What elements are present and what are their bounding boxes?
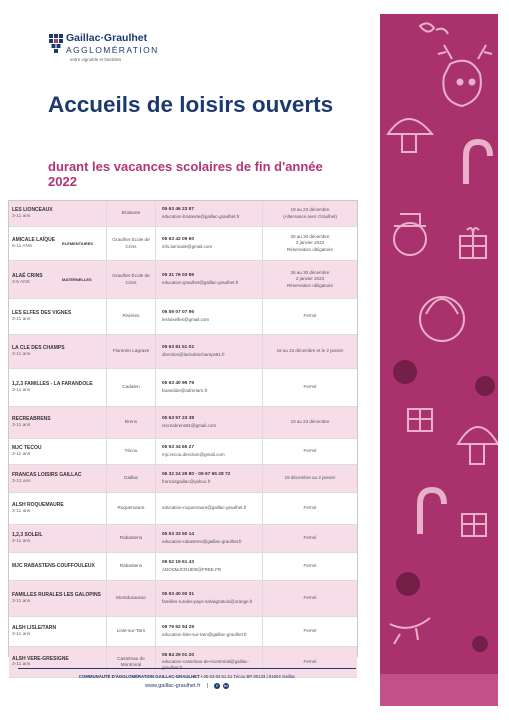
center-date-line: 19 décembre au 2 janvier bbox=[284, 475, 336, 481]
center-dates-cell bbox=[262, 335, 357, 368]
center-date-line: Fermé bbox=[303, 658, 317, 664]
center-phone: 05 63 42 09 60 bbox=[162, 237, 195, 243]
center-city: Rabastens bbox=[106, 553, 156, 580]
center-date-line: 26 au 30 décembre bbox=[290, 270, 330, 276]
footer-web: www.gaillac-graulhet.fr | f in bbox=[145, 683, 228, 689]
center-name: ALSH LISLE/TARN bbox=[12, 625, 57, 632]
center-email-link[interactable]: education-rabastens@gaillac-graulhet.fr bbox=[162, 538, 242, 544]
center-name: LES LIONCEAUX bbox=[12, 207, 53, 214]
christmas-decoration-panel bbox=[380, 14, 498, 706]
footer-contact: • 05 63 83 61 61 Técou BP 80133 | 81604 Gaillac bbox=[199, 674, 296, 679]
table-row bbox=[9, 335, 357, 369]
center-contact-cell bbox=[162, 335, 262, 368]
center-email-link[interactable]: education-briatexte@gaillac-graulhet.fr bbox=[162, 213, 240, 219]
center-city: Briatexte bbox=[106, 201, 156, 226]
table-row bbox=[9, 617, 357, 647]
center-contact-cell bbox=[162, 439, 262, 464]
center-name: MJC RABASTENS-COUFFOULEUX bbox=[12, 563, 95, 570]
center-city: Florentin Lagrave bbox=[106, 335, 156, 368]
center-phone: 05 63 33 50 14 bbox=[162, 532, 195, 538]
center-email-link[interactable]: direction@lacledeschamps81.fr bbox=[162, 351, 225, 357]
center-dates-cell bbox=[262, 201, 357, 226]
footer-website-link[interactable]: www.gaillac-graulhet.fr bbox=[145, 683, 201, 689]
centers-table bbox=[8, 200, 358, 667]
center-age: 3-5 ANS bbox=[12, 279, 30, 285]
center-age: 3-11 ans bbox=[12, 422, 31, 428]
center-dates-cell bbox=[262, 369, 357, 406]
agglomeration-logo bbox=[48, 30, 178, 70]
table-row bbox=[9, 369, 357, 407]
center-date-line: 19 au 23 décembre et le 2 janvier bbox=[276, 348, 344, 354]
center-phone: 05 63 40 00 31 bbox=[162, 592, 195, 598]
center-phone: 06 79 62 94 29 bbox=[162, 625, 195, 631]
center-email-link[interactable]: education-graulhet@gaillac-graulhet.fr bbox=[162, 279, 239, 285]
center-name: ALAÉ CRINS bbox=[12, 273, 43, 280]
center-name: RECREABRENS bbox=[12, 416, 51, 423]
table-row bbox=[9, 201, 357, 227]
center-dates-cell bbox=[262, 299, 357, 334]
center-name-cell bbox=[12, 439, 106, 464]
center-phone: 05 63 34 65 27 bbox=[162, 445, 195, 451]
center-dates-cell bbox=[262, 617, 357, 646]
center-city: Montdurausse bbox=[106, 581, 156, 616]
center-name-cell bbox=[12, 617, 106, 646]
center-date-line: Fermé bbox=[303, 313, 317, 319]
linkedin-icon[interactable]: in bbox=[224, 683, 228, 688]
table-row bbox=[9, 299, 357, 335]
center-phone: 06 84 29 01 20 bbox=[162, 652, 195, 658]
center-level: ELEMENTAIRES bbox=[62, 241, 94, 246]
center-email-link[interactable]: education-roquemaure@gaillac-graulhet.fr bbox=[162, 505, 247, 511]
center-name: 1,2,3 FAMILLES - LA FARANDOLE bbox=[12, 381, 93, 388]
center-dates-cell bbox=[262, 227, 357, 260]
center-phone: 06 32 24 29 80 - 09 67 65 28 72 bbox=[162, 472, 231, 478]
center-name-cell bbox=[12, 299, 106, 334]
logo-tagline: entre vignoble et bastides bbox=[70, 57, 122, 62]
center-email-link[interactable]: francasgaillac@yahoo.fr bbox=[162, 478, 211, 484]
center-date-line: Fermé bbox=[303, 448, 317, 454]
center-contact-cell bbox=[162, 227, 262, 260]
center-dates-cell bbox=[262, 439, 357, 464]
logo-name: Gaillac·Graulhet bbox=[66, 32, 148, 44]
center-date-line: 19 au 23 décembre bbox=[290, 207, 330, 213]
center-city: Cadalen bbox=[106, 369, 156, 406]
center-name: LA CLE DES CHAMPS bbox=[12, 345, 65, 352]
center-dates-cell bbox=[262, 261, 357, 298]
center-contact-cell bbox=[162, 525, 262, 552]
logo-sub: AGGLOMÉRATION bbox=[66, 45, 159, 55]
center-city: Brens bbox=[106, 407, 156, 438]
center-dates-cell bbox=[262, 581, 357, 616]
center-age: 3-11 ans bbox=[12, 538, 31, 544]
center-date-line: Fermé bbox=[303, 505, 317, 511]
center-name-cell bbox=[12, 581, 106, 616]
center-contact-cell bbox=[162, 261, 262, 298]
center-name-cell bbox=[12, 553, 106, 580]
center-date-line: Fermé bbox=[303, 563, 317, 569]
center-name-cell bbox=[12, 407, 106, 438]
center-phone: 05 63 81 51 02 bbox=[162, 345, 195, 351]
center-level: MATERNELLES bbox=[62, 277, 92, 282]
page-subtitle: durant les vacances scolaires de fin d'année 2022 bbox=[48, 159, 323, 189]
table-row bbox=[9, 407, 357, 439]
center-age: 3-11 ans bbox=[12, 351, 31, 357]
center-date-line: 2 janvier 2023 bbox=[295, 276, 325, 282]
center-date-line: Réservation obligatoire bbox=[286, 246, 334, 252]
center-phone: 05 63 57 23 38 bbox=[162, 416, 195, 422]
center-contact-cell bbox=[162, 299, 262, 334]
center-dates-cell bbox=[262, 493, 357, 524]
center-name-cell bbox=[12, 647, 106, 677]
table-row bbox=[9, 581, 357, 617]
center-email-link[interactable]: mjc.tecou.direction@gmail.com bbox=[162, 451, 225, 457]
table-row bbox=[9, 493, 357, 525]
center-date-line: Fermé bbox=[303, 628, 317, 634]
center-phone: 05 63 46 23 87 bbox=[162, 207, 195, 213]
center-age: 3-11 ans bbox=[12, 213, 31, 219]
center-date-line: (Alternance avec Graulhet) bbox=[283, 213, 337, 219]
center-name-cell bbox=[12, 465, 106, 492]
center-name: FAMILLES RURALES LES GALOPINS bbox=[12, 592, 101, 599]
grape-logo-icon bbox=[48, 32, 64, 58]
center-name-cell bbox=[12, 525, 106, 552]
table-row bbox=[9, 465, 357, 493]
center-city: Lisle-sur-Tarn bbox=[106, 617, 156, 646]
center-dates-cell bbox=[262, 407, 357, 438]
center-dates-cell bbox=[262, 647, 357, 677]
center-email-link[interactable]: lesloiselfes@gmail.com bbox=[162, 316, 210, 322]
center-date-line: Fermé bbox=[303, 535, 317, 541]
center-email-link[interactable]: ADOSMJCR1800@FREE.FR bbox=[162, 566, 222, 572]
table-row bbox=[9, 553, 357, 581]
center-contact-cell bbox=[162, 407, 262, 438]
center-contact-cell bbox=[162, 553, 262, 580]
center-city: Técou bbox=[106, 439, 156, 464]
center-email-link[interactable]: education-castelnau-de-montmiral@gaillac- bbox=[162, 658, 249, 664]
footer-divider bbox=[18, 668, 356, 669]
center-date-line: Réservation obligatoire bbox=[286, 282, 334, 288]
center-age: 3-11 ans bbox=[12, 598, 31, 604]
center-name: AMICALE LAÏQUE bbox=[12, 237, 56, 244]
center-date-line: Fermé bbox=[303, 595, 317, 601]
center-phone: 05 31 76 03 86 bbox=[162, 273, 195, 279]
center-name-cell bbox=[12, 493, 106, 524]
center-city: Rabastens bbox=[106, 525, 156, 552]
center-city: Graulhet École de Crins bbox=[106, 261, 156, 298]
center-contact-cell bbox=[162, 201, 262, 226]
center-city: Roquemaure bbox=[106, 493, 156, 524]
table-row bbox=[9, 525, 357, 553]
center-age: 3-11 ans bbox=[12, 508, 31, 514]
center-age: 3-11 ans bbox=[12, 631, 31, 637]
center-date-line: 26 au 30 décembre bbox=[290, 234, 330, 240]
center-email-link[interactable]: recreabrens81@gmail.com bbox=[162, 422, 217, 428]
center-contact-cell bbox=[162, 493, 262, 524]
center-city: Graulhet École de Crins bbox=[106, 227, 156, 260]
center-name-cell bbox=[12, 201, 106, 226]
center-age: 6-11 ANS bbox=[12, 243, 33, 249]
center-date-line: Fermé bbox=[303, 384, 317, 390]
center-age: 3-11 ans bbox=[12, 387, 31, 393]
center-city: Gaillac bbox=[106, 465, 156, 492]
center-city: Castelnau de Montmiral bbox=[106, 647, 156, 677]
footer-org: COMMUNAUTÉ D'AGGLOMÉRATION GAILLAC-GRAULHET bbox=[78, 674, 200, 679]
page-title: Accueils de loisirs ouverts bbox=[48, 92, 334, 117]
center-phone: 09 52 19 61 43 bbox=[162, 560, 195, 566]
center-name: 1,2,3 SOLEIL bbox=[12, 532, 43, 539]
footer-address bbox=[0, 674, 374, 679]
center-contact-cell bbox=[162, 465, 262, 492]
center-name: ALSH VERE-GRESIGNE bbox=[12, 655, 69, 662]
center-city: Rivières bbox=[106, 299, 156, 334]
center-date-line: 2 janvier 2023 bbox=[295, 240, 325, 246]
table-row bbox=[9, 261, 357, 299]
center-contact-cell bbox=[162, 581, 262, 616]
center-contact-cell bbox=[162, 647, 262, 677]
center-phone: 05 63 40 99 79 bbox=[162, 381, 195, 387]
center-contact-cell bbox=[162, 617, 262, 646]
center-name: FRANCAS LOISIRS GAILLAC bbox=[12, 472, 82, 479]
center-name-cell bbox=[12, 369, 106, 406]
center-date-line: 19 au 23 décembre bbox=[290, 419, 330, 425]
center-dates-cell bbox=[262, 525, 357, 552]
center-age: 3-11 ans bbox=[12, 316, 31, 322]
center-name: ALSH ROQUEMAURE bbox=[12, 502, 64, 509]
center-dates-cell bbox=[262, 465, 357, 492]
center-name-cell bbox=[12, 335, 106, 368]
center-age: 3-12 ans bbox=[12, 478, 31, 484]
center-age: 3-11 ans bbox=[12, 451, 31, 457]
center-name: LES ELFES DES VIGNES bbox=[12, 310, 72, 317]
center-age: 3-11 ans bbox=[12, 662, 31, 667]
center-email-link[interactable]: education-lisle-sur-tarn@gaillac-graulhet.fr bbox=[162, 631, 247, 637]
center-dates-cell bbox=[262, 553, 357, 580]
table-row bbox=[9, 439, 357, 465]
facebook-icon[interactable]: f bbox=[214, 683, 220, 689]
center-email-link[interactable]: familles-rurales-pays-salvagnatois@orange.fr bbox=[162, 598, 253, 604]
table-row bbox=[9, 227, 357, 261]
center-email-link[interactable]: info.lamicale@gmail.com bbox=[162, 243, 213, 249]
center-contact-cell bbox=[162, 369, 262, 406]
center-email-link[interactable]: farandole@admrtarn.fr bbox=[162, 387, 208, 393]
center-name: MJC TECOU bbox=[12, 445, 42, 452]
center-phone: 06 59 07 07 96 bbox=[162, 310, 195, 316]
